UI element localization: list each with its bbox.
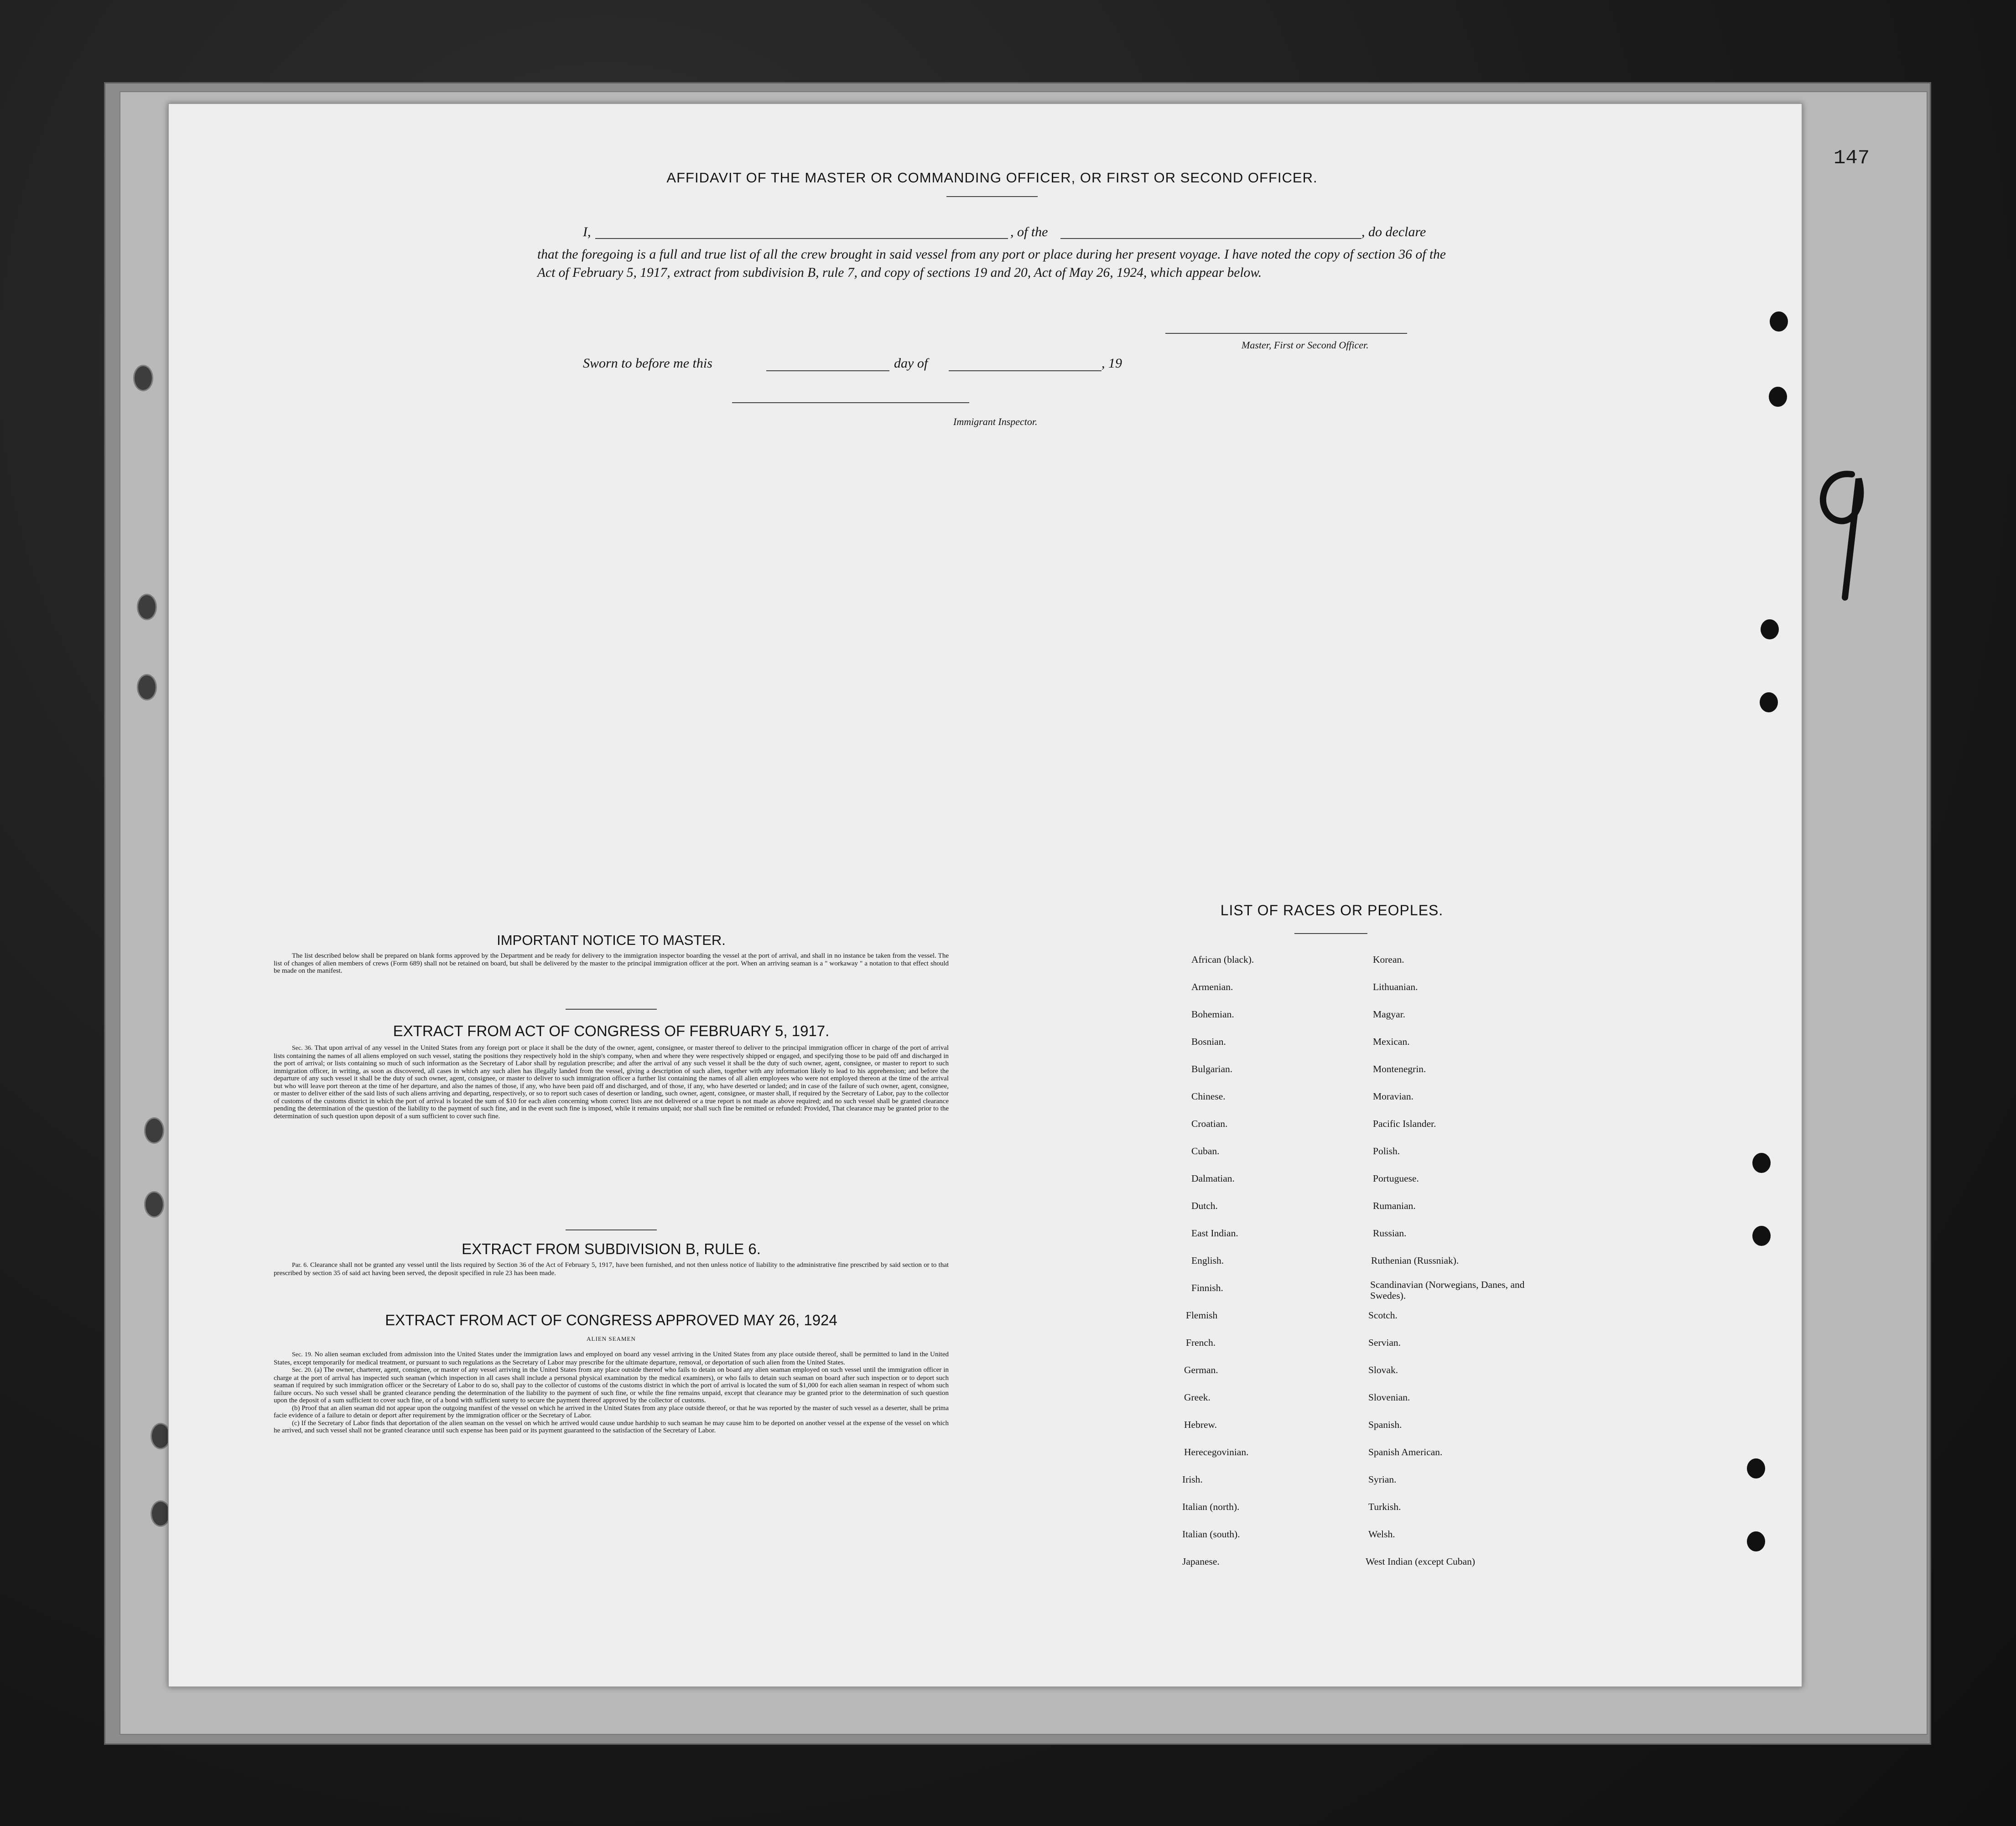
race-right-item: Servian.: [1368, 1337, 1401, 1348]
race-right-item: West Indian (except Cuban): [1366, 1556, 1476, 1567]
extract-1917-title: EXTRACT FROM ACT OF CONGRESS OF FEBRUARY 5, 1917.: [393, 1022, 830, 1039]
sworn-month-line: [949, 370, 1102, 371]
race-right-item: Spanish.: [1368, 1419, 1402, 1430]
punch-hole-dot: [1752, 1226, 1771, 1246]
affidavit-paragraph: that the foregoing is a full and true list of all the crew brought in said vessel from any port or place during her present voyage. I have noted the copy of section 36 of the Act of February 5, 1917, extract from subdivision B, rule 7, and copy of sections 19 and 20, Act of May 26, 1924, which appear below.: [537, 247, 1446, 280]
master-signature-line: [1165, 333, 1407, 334]
race-right-item: Scandinavian (Norwegians, Danes, and Swedes).: [1370, 1279, 1525, 1301]
race-right-item: Slovenian.: [1368, 1392, 1410, 1403]
sec19-label: Sec. 19.: [292, 1351, 313, 1358]
race-left-item: Italian (south).: [1182, 1529, 1240, 1540]
sec19-text: No alien seaman excluded from admission into the United States under the immigration laws and employed on board any vessel arriving in the United States from any place outside thereof, shall be permitted to land in the United States, except temporarily for medical treatment, or pursuant to such regulations as the Secretary of Labor may prescribe for the ultimate departure, removal, or deportation of such alien from the United States.: [274, 1351, 949, 1366]
section-divider: [566, 1229, 657, 1230]
pencil-mark-9: [1808, 461, 1877, 611]
sec36-text: That upon arrival of any vessel in the United States from any foreign port or place it shall be the duty of the owner, agent, consignee, or master thereof to deliver to the principal immigration officer in charge of the port of arrival lists containing the names of all aliens employed on such vessel, stating the positions they respectively hold in the ship's company, when and where they were respectively shipped or engaged, and specifying those to be paid off and discharged in the port of arrival; or lists containing so much of such information as the Secretary of Labor shall by regulation prescribe; and after the arrival of any such vessel it shall be the duty of such owner, agent, consignee, or master to report to such immigration officer, in writing, as soon as discovered, all cases in which any such alien has illegally landed from the vessel, giving a description of such alien, together with any information likely to lead to his apprehension; and before the departure of any such vessel it shall be the duty of such owner, agent, consignee, or master to deliver to such immigration officer a further list containing the names of all alien employees who were not employed thereon at the time of the arrival but who will leave port thereon at the time of her departure, and also the names of those, if any, who have been paid off and discharged, and of those, if any, who have deserted or landed; and in case of the failure of such owner, agent, consignee, or master to deliver either of the said lists of such aliens arriving and departing, respectively, or so to report such cases of desertion or landing, such owner, agent, consignee, or master shall, if required by the Secretary of Labor, pay to the collector of customs of the customs district in which the port of arrival is located the sum of $10 for each alien concerning whom correct lists are not delivered or a true report is not made as above required; and no such vessel shall be granted clearance pending the determination of the question of the liability to the payment of such fine, and in the event such fine is imposed, while it remains unpaid; nor shall such fine be remitted or refunded: Provided, That clearance may be granted prior to the determination of such question upon deposit of a sum sufficient to cover such fine.: [274, 1044, 949, 1120]
punch-hole-dot: [1760, 692, 1778, 712]
binding-hole: [144, 1191, 164, 1218]
race-left-item: Armenian.: [1191, 981, 1233, 992]
year-label: , 19: [1102, 356, 1122, 371]
sec20c-text: (c) If the Secretary of Labor finds that deportation of the alien seaman on the vessel on which he arrived would cause undue hardship to such seaman he may cause him to be deported on another vessel at the expense of the vessel on which he arrived, and such vessel shall not be granted clearance until such expense has been paid or its payment guaranteed to the satisfaction of the Secretary of Labor.: [274, 1419, 949, 1434]
sec36-label: Sec. 36.: [292, 1045, 313, 1052]
notice-paragraph: The list described below shall be prepared on blank forms approved by the Department and be ready for delivery to the immigration inspector boarding the vessel at the port of arrival, and shall in no instance be taken from the vessel. The list of changes of alien members of crews (Form 689) shall not be retained on board, but shall be delivered by the master to the principal immigration officer at the port. When an arriving seaman is a " workaway " a notation to that effect should be made on the manifest.: [274, 952, 949, 975]
title-underline: [946, 196, 1038, 197]
race-left-item: Bulgarian.: [1191, 1063, 1233, 1074]
races-title-underline: [1294, 933, 1367, 934]
manifest-page: [168, 103, 1803, 1687]
binding-hole: [144, 1117, 164, 1144]
page-number: 147: [1834, 147, 1870, 170]
punch-hole-dot: [1752, 1153, 1771, 1173]
punch-hole-dot: [1770, 311, 1788, 332]
affidavit-title: AFFIDAVIT OF THE MASTER OR COMMANDING OFFICER, OR FIRST OR SECOND OFFICER.: [666, 170, 1318, 186]
sec20b-text: (b) Proof that an alien seaman did not appear upon the outgoing manifest of the vessel on which he arrived in the United States from any place outside thereof, or that he was reported by the master of such vessel as a deserter, shall be prima facie evidence of a failure to detain or deport after requirement by the immigration officer or the Secretary of Labor.: [274, 1404, 949, 1419]
race-right-item: Syrian.: [1368, 1474, 1397, 1485]
race-right-item: Mexican.: [1373, 1036, 1410, 1047]
notice-body: [274, 952, 949, 975]
race-left-item: African (black).: [1191, 954, 1254, 965]
alien-seamen-subtitle: ALIEN SEAMEN: [587, 1335, 636, 1342]
race-left-item: French.: [1186, 1337, 1216, 1348]
sec20-label: Sec. 20.: [292, 1367, 313, 1374]
inspector-signature-line: [732, 402, 969, 403]
race-left-item: Japanese.: [1182, 1556, 1220, 1567]
race-right-item: Moravian.: [1373, 1091, 1413, 1102]
race-left-item: Finnish.: [1191, 1282, 1223, 1293]
inspector-label: Immigrant Inspector.: [953, 416, 1038, 427]
extract-1924-title: EXTRACT FROM ACT OF CONGRESS APPROVED MAY 26, 1924: [385, 1312, 837, 1328]
vessel-blank-line: [1060, 238, 1361, 239]
par6-label: Par. 6.: [292, 1262, 308, 1269]
race-left-item: Irish.: [1182, 1474, 1203, 1485]
race-right-item: Polish.: [1373, 1146, 1400, 1157]
sworn-label: Sworn to before me this: [583, 356, 712, 371]
race-left-item: Bohemian.: [1191, 1009, 1234, 1020]
race-right-item: Rumanian.: [1373, 1200, 1416, 1211]
punch-hole-dot: [1747, 1458, 1765, 1478]
race-left-item: Greek.: [1184, 1392, 1211, 1403]
race-left-item: Dutch.: [1191, 1200, 1218, 1211]
race-left-item: Italian (north).: [1182, 1501, 1240, 1512]
race-right-item: Montenegrin.: [1373, 1063, 1426, 1074]
binding-hole: [137, 674, 157, 700]
race-right-item: Ruthenian (Russniak).: [1371, 1255, 1459, 1266]
master-signature-label: Master, First or Second Officer.: [1242, 339, 1369, 351]
affidavit-of-the-label: , of the: [1010, 224, 1048, 239]
race-left-item: Dalmatian.: [1191, 1173, 1235, 1184]
punch-hole-dot: [1747, 1531, 1765, 1551]
binding-hole: [137, 594, 157, 620]
extract-rule6-title: EXTRACT FROM SUBDIVISION B, RULE 6.: [462, 1240, 761, 1257]
race-right-item: Welsh.: [1368, 1529, 1395, 1540]
extract-1924-body: [274, 1351, 949, 1435]
binding-hole: [133, 365, 153, 391]
day-of-label: day of: [894, 356, 928, 371]
race-left-item: Chinese.: [1191, 1091, 1226, 1102]
race-right-item: Magyar.: [1373, 1009, 1406, 1020]
affidavit-i-label: I,: [583, 224, 591, 239]
race-left-item: Bosnian.: [1191, 1036, 1226, 1047]
race-right-item: Scotch.: [1368, 1310, 1398, 1321]
race-left-item: Hebrew.: [1184, 1419, 1217, 1430]
race-right-item: Portuguese.: [1373, 1173, 1419, 1184]
affidavit-do-declare-label: , do declare: [1361, 224, 1426, 239]
punch-hole-dot: [1769, 387, 1787, 407]
name-blank-line: [595, 238, 1008, 239]
punch-hole-dot: [1761, 619, 1779, 639]
race-left-item: Croatian.: [1191, 1118, 1228, 1129]
extract-rule6-body: [274, 1261, 949, 1277]
sworn-day-line: [766, 370, 889, 371]
race-right-item: Slovak.: [1368, 1364, 1398, 1375]
race-left-item: Flemish: [1186, 1310, 1218, 1321]
notice-title: IMPORTANT NOTICE TO MASTER.: [497, 932, 726, 948]
extract-1917-body: [274, 1044, 949, 1120]
race-right-item: Turkish.: [1368, 1501, 1401, 1512]
section-divider: [566, 1009, 657, 1010]
race-left-item: Cuban.: [1191, 1146, 1220, 1157]
race-left-item: German.: [1184, 1364, 1218, 1375]
race-right-item: Korean.: [1373, 954, 1404, 965]
race-left-item: East Indian.: [1191, 1228, 1238, 1239]
race-left-item: Herecegovinian.: [1184, 1447, 1249, 1458]
race-left-item: English.: [1191, 1255, 1224, 1266]
sec20a-text: (a) The owner, charterer, agent, consignee, or master of any vessel arriving in the United States from any place outside thereof who fails to detain on board any alien seaman employed on such vessel until the immigration officer in charge at the port of arrival has inspected such seaman (which inspection in all cases shall include a personal physical examination by the medical examiners), or who fails to detain such seaman on board after such inspection or to deport such seaman if required by such immigration officer or the Secretary of Labor to do so, shall pay to the collector of customs of the customs district in which the port of arrival is located the sum of $1,000 for each alien seaman in respect of whom such failure occurs. No such vessel shall be granted clearance pending the determination of the liability to the payment of such fine, or while the fine remains unpaid, except that clearance may be granted prior to the determination of such question upon the deposit of a sum sufficient to cover such fine, or of a bond with sufficient surety to secure the payment thereof approved by the collector of customs.: [274, 1366, 949, 1404]
par6-text: Clearance shall not be granted any vessel until the lists required by Section 36 of the Act of February 5, 1917, have been furnished, and not then unless notice of liability to the administrative fine prescribed by said section or to that prescribed by section 35 of said act having been served, the deposit specified in rule 23 has been made.: [274, 1261, 949, 1277]
race-right-item: Lithuanian.: [1373, 981, 1418, 992]
race-right-item: Pacific Islander.: [1373, 1118, 1436, 1129]
race-right-item: Spanish American.: [1368, 1447, 1443, 1458]
race-right-item: Russian.: [1373, 1228, 1407, 1239]
races-title: LIST OF RACES OR PEOPLES.: [1220, 902, 1444, 918]
